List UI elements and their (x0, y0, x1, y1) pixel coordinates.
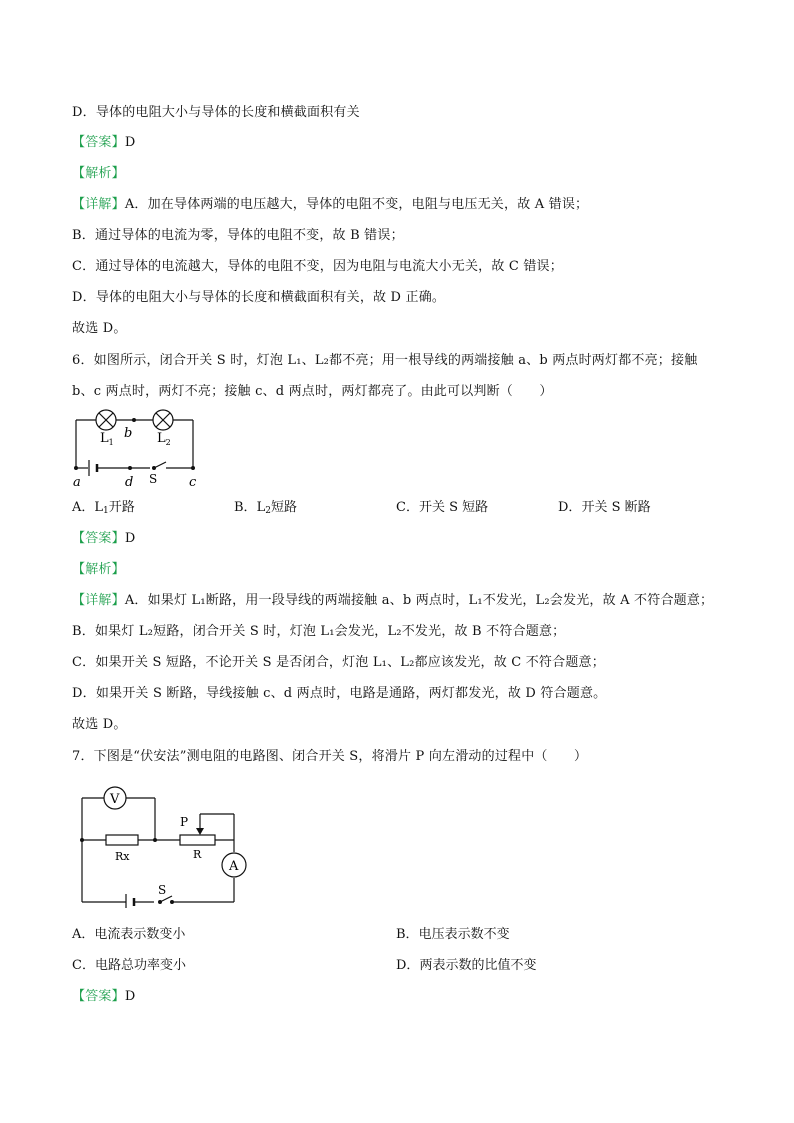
q6-stem-line2: b、c 两点时，两灯不亮；接触 c、d 两点时，两灯都亮了。由此可以判断（ ） (72, 384, 553, 399)
q5-conclusion: 故选 D。 (72, 321, 127, 336)
q6-conclusion: 故选 D。 (72, 717, 127, 732)
point-c-label: c (189, 475, 197, 490)
switch-label: S (149, 472, 158, 486)
q6-detail-d: D．如果开关 S 断路，导线接触 c、d 两点时，电路是通路，两灯都发光，故 D 符合题意。 (72, 686, 607, 701)
q6-detail-a: 【详解】A．如果灯 L₁断路，用一段导线的两端接触 a、b 两点时，L₁不发光，L₂会发光，故 A 不符合题意； (72, 593, 714, 608)
q5-detail-b: B．通过导体的电流为零，导体的电阻不变，故 B 错误； (72, 228, 404, 243)
q7-answer: 【答案】D (72, 989, 136, 1004)
slider-arrow-icon (196, 828, 204, 835)
q7-option-a: A．电流表示数变小 (72, 927, 186, 942)
q7-option-b: B．电压表示数不变 (396, 927, 510, 942)
q7-circuit-diagram (72, 780, 252, 908)
lamp2-label: $L_2$ (157, 431, 171, 447)
answer-tag: 【答案】 (72, 135, 125, 150)
resistor-rx-icon (106, 835, 138, 845)
battery-icon (126, 894, 134, 908)
q6-option-a: A．$L_1$开路 (72, 500, 135, 516)
q5-analysis-tag: 【解析】 (72, 166, 125, 181)
lamp-l2-icon (153, 410, 173, 430)
q6-circuit-diagram (68, 404, 208, 492)
q6-option-b: B．$L_2$短路 (234, 500, 297, 516)
voltmeter-icon (104, 787, 126, 809)
q6-option-d: D．开关 S 断路 (558, 500, 651, 515)
q5-answer (72, 134, 135, 152)
point-a-label: a (73, 475, 81, 490)
lamp-l1-icon (96, 410, 116, 430)
q5-option-d: D．导体的电阻大小与导体的长度和横截面积有关 (72, 105, 360, 120)
q6-stem-line1: 6．如图所示，闭合开关 S 时，灯泡 L₁、L₂都不亮；用一根导线的两端接触 a、b 两点时两灯都不亮；接触 (72, 353, 698, 368)
q7-stem: 7．下图是“伏安法”测电阻的电路图、闭合开关 S，将滑片 P 向左滑动的过程中（ ） (72, 749, 588, 764)
q7-option-c: C．电路总功率变小 (72, 958, 186, 973)
rheostat-icon (180, 835, 215, 845)
q6-detail-c: C．如果开关 S 短路，不论开关 S 是否闭合，灯泡 L₁、L₂都应该发光，故 C 不符合题意； (72, 655, 605, 670)
lamp1-label: $L_1$ (100, 431, 114, 447)
q6-detail-b: B．如果灯 L₂短路，闭合开关 S 时，灯泡 L₁会发光，L₂不发光，故 B 不符合题意； (72, 624, 566, 639)
q7-option-d: D．两表示数的比值不变 (396, 958, 537, 973)
q5-detail-d: D．导体的电阻大小与导体的长度和横截面积有关，故 D 正确。 (72, 290, 446, 305)
slider-label: P (180, 815, 189, 829)
q6-analysis-tag: 【解析】 (72, 562, 125, 577)
point-d-label: d (125, 475, 134, 490)
switch-label: S (158, 883, 167, 897)
svg-text:V: V (110, 792, 120, 807)
point-b-label: b (124, 426, 133, 441)
battery-icon (89, 460, 97, 476)
resistor-rx-label: Rx (115, 850, 130, 863)
ammeter-icon (222, 853, 246, 877)
answer-value: D (124, 135, 136, 150)
q6-option-c: C．开关 S 短路 (396, 500, 489, 515)
q5-detail-c: C．通过导体的电流越大，导体的电阻不变，因为电阻与电流大小无关，故 C 错误； (72, 259, 563, 274)
rheostat-label: R (193, 848, 202, 861)
q5-detail-a: 【详解】A．加在导体两端的电压越大，导体的电阻不变，电阻与电压无关，故 A 错误； (72, 197, 589, 212)
svg-text:A: A (229, 859, 239, 874)
q6-answer: 【答案】D (72, 531, 136, 546)
